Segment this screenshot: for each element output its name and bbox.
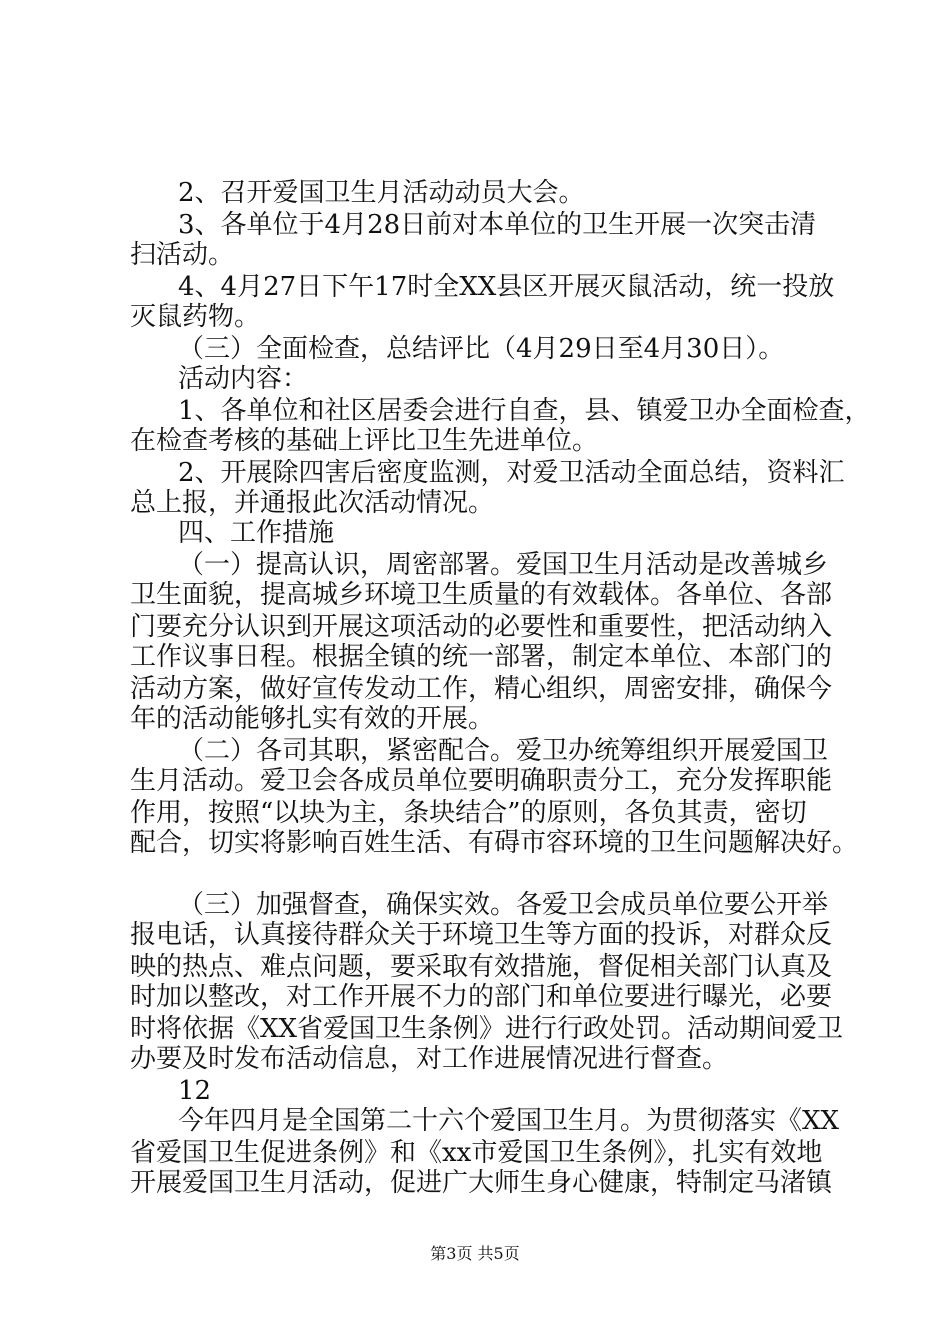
text-line: 时加以整改，对工作开展不力的部门和单位要进行曝光，必要 — [130, 982, 833, 1012]
text-line: 扫活动。 — [130, 240, 235, 270]
text-line: 映的热点、难点问题，要采取有效措施，督促相关部门认真及 — [130, 952, 833, 982]
text-line: 3、各单位于4月28日前对本单位的卫生开展一次突击清 — [178, 210, 817, 240]
text-line: 4、4月27日下午17时全XX县区开展灭鼠活动，统一投放 — [178, 272, 835, 302]
text-line: （二）各司其职，紧密配合。爱卫办统筹组织开展爱国卫 — [178, 736, 829, 766]
text-line: 今年四月是全国第二十六个爱国卫生月。为贯彻落实《XX — [178, 1106, 840, 1136]
text-line: 工作议事日程。根据全镇的统一部署，制定本单位、本部门的 — [130, 642, 833, 672]
text-line: 报电话，认真接待群众关于环境卫生等方面的投诉，对群众反 — [130, 920, 833, 950]
text-line: 总上报，并通报此次活动情况。 — [130, 488, 495, 518]
text-line: （一）提高认识，周密部署。爱国卫生月活动是改善城乡 — [178, 550, 829, 580]
text-line: 开展爱国卫生月活动，促进广大师生身心健康，特制定马渚镇 — [130, 1168, 833, 1198]
text-line: （三）全面检查，总结评比（4月29日至4月30日）。 — [178, 334, 785, 364]
text-line: 活动内容： — [178, 364, 309, 394]
text-line: 省爱国卫生促进条例》和《xx市爱国卫生条例》，扎实有效地 — [130, 1138, 823, 1168]
text-line: 作用，按照“以块为主，条块结合”的原则，各负其责，密切 — [130, 798, 807, 828]
text-line: 2、开展除四害后密度监测，对爱卫活动全面总结，资料汇 — [178, 458, 845, 488]
text-line: 门要充分认识到开展这项活动的必要性和重要性，把活动纳入 — [130, 612, 833, 642]
text-line: 生月活动。爱卫会各成员单位要明确职责分工，充分发挥职能 — [130, 766, 833, 796]
text-line: 办要及时发布活动信息，对工作进展情况进行督查。 — [130, 1044, 729, 1074]
text-line: 12 — [178, 1076, 212, 1106]
section-heading: 四、工作措施 — [178, 518, 335, 548]
text-line: 1、各单位和社区居委会进行自查，县、镇爱卫办全面检查， — [178, 396, 871, 426]
text-line: 年的活动能够扎实有效的开展。 — [130, 704, 495, 734]
text-line: 2、召开爱国卫生月活动动员大会。 — [178, 178, 585, 208]
text-line: 卫生面貌，提高城乡环境卫生质量的有效载体。各单位、各部 — [130, 580, 833, 610]
text-line: 活动方案，做好宣传发动工作，精心组织，周密安排，确保今 — [130, 674, 833, 704]
page-number-footer: 第3页 共5页 — [430, 1244, 520, 1263]
text-line: 时将依据《XX省爱国卫生条例》进行行政处罚。活动期间爱卫 — [130, 1014, 844, 1044]
text-line: 配合，切实将影响百姓生活、有碍市容环境的卫生问题解决好。 — [130, 828, 859, 858]
text-line: 灭鼠药物。 — [130, 302, 261, 332]
text-line: 在检查考核的基础上评比卫生先进单位。 — [130, 426, 599, 456]
text-line: （三）加强督查，确保实效。各爱卫会成员单位要公开举 — [178, 890, 829, 920]
